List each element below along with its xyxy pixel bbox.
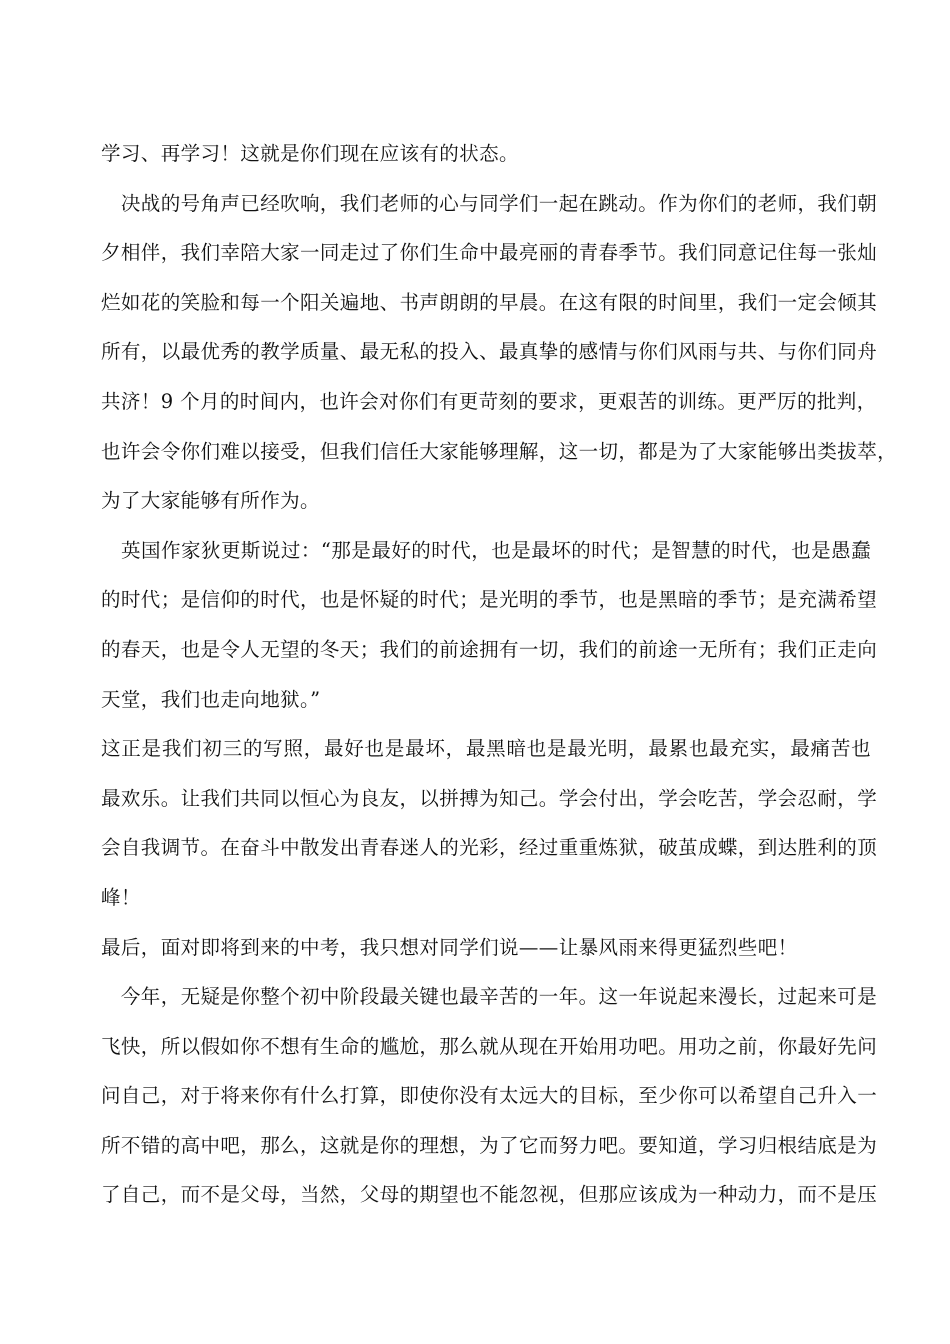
text-line: 学习、再学习！这就是你们现在应该有的状态。 bbox=[101, 142, 519, 165]
text-line: 今年，无疑是你整个初中阶段最关键也最辛苦的一年。这一年说起来漫长，过起来可是 bbox=[101, 985, 878, 1009]
text-line: 共济！9 个月的时间内，也许会对你们有更苛刻的要求，更艰苦的训练。更严厉的批判， bbox=[101, 389, 877, 413]
text-line: 最欢乐。让我们共同以恒心为良友，以拼搏为知己。学会付出，学会吃苦，学会忍耐，学 bbox=[101, 786, 878, 810]
text-line: 飞快，所以假如你不想有生命的尴尬，那么就从现在开始用功吧。用功之前，你最好先问 bbox=[101, 1034, 878, 1058]
text-line: 最后，面对即将到来的中考，我只想对同学们说——让暴风雨来得更猛烈些吧！ bbox=[101, 935, 798, 959]
text-line: 峰！ bbox=[101, 885, 141, 909]
text-line: 英国作家狄更斯说过：“那是最好的时代，也是最坏的时代；是智慧的时代，也是愚蠢 bbox=[101, 538, 871, 562]
text-line: 夕相伴，我们幸陪大家一同走过了你们生命中最亮丽的青春季节。我们同意记住每一张灿 bbox=[101, 241, 878, 265]
text-line: 烂如花的笑脸和每一个阳关遍地、书声朗朗的早晨。在这有限的时间里，我们一定会倾其 bbox=[101, 290, 878, 314]
text-line: 也许会令你们难以接受，但我们信任大家能够理解，这一切，都是为了大家能够出类拔萃， bbox=[101, 439, 898, 463]
text-line: 天堂，我们也走向地狱。” bbox=[101, 687, 321, 711]
body-text bbox=[101, 129, 898, 1220]
text-line: 的时代；是信仰的时代，也是怀疑的时代；是光明的季节，也是黑暗的季节；是充满希望 bbox=[101, 588, 878, 612]
text-line: 所有，以最优秀的教学质量、最无私的投入、最真挚的感情与你们风雨与共、与你们同舟 bbox=[101, 340, 878, 364]
text-line: 问自己，对于将来你有什么打算，即使你没有太远大的目标，至少你可以希望自己升入一 bbox=[101, 1084, 878, 1108]
text-line: 的春天，也是令人无望的冬天；我们的前途拥有一切，我们的前途一无所有；我们正走向 bbox=[101, 637, 878, 661]
text-line: 所不错的高中吧，那么，这就是你的理想，为了它而努力吧。要知道，学习归根结底是为 bbox=[101, 1133, 878, 1157]
text-line: 了自己，而不是父母，当然，父母的期望也不能忽视，但那应该成为一种动力，而不是压 bbox=[101, 1183, 878, 1207]
text-line: 决战的号角声已经吹响，我们老师的心与同学们一起在跳动。作为你们的老师，我们朝 bbox=[101, 191, 878, 215]
text-line: 为了大家能够有所作为。 bbox=[101, 489, 320, 513]
text-line: 会自我调节。在奋斗中散发出青春迷人的光彩，经过重重炼狱，破茧成蝶，到达胜利的顶 bbox=[101, 836, 878, 860]
text-line: 这正是我们初三的写照，最好也是最坏，最黑暗也是最光明，最累也最充实，最痛苦也 bbox=[101, 737, 871, 761]
